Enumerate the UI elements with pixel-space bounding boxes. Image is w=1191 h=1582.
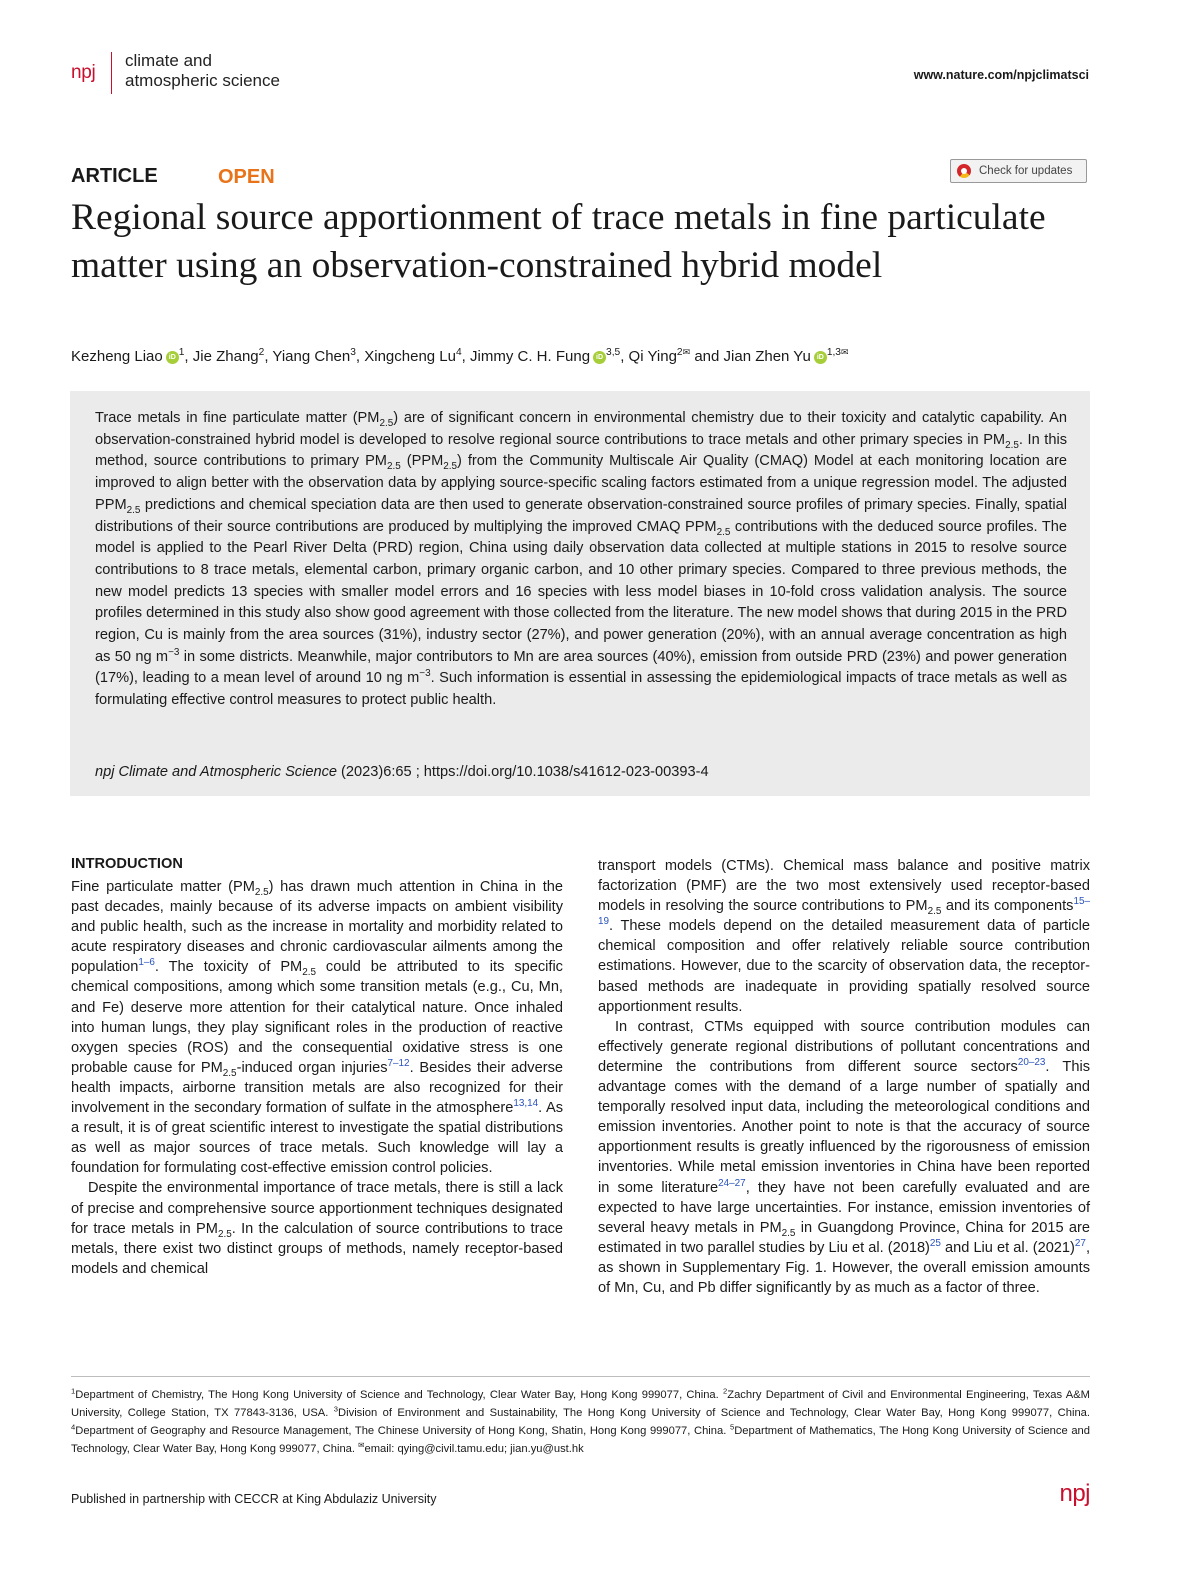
abstract-text: Trace metals in fine particulate matter $(PM_{2.5})$ are of significant concern in environmental chemistry due to their toxicity and catalytic capability. An observation-constrained hybrid model is developed to resolve regional source contributions to trace metals and other primary species in $PM_{2.5}$. In this method, source contributions to primary $PM_{2.5}$ $(PPM_{2.5})$ from the Community Multiscale Air Quality (CMAQ) Model at each monitoring location are improved to align better with the observation data by applying source-specific scaling factors estimated from a unique regression model. The adjusted $PPM_{2.5}$ predictions and chemical speciation data are then used to generate observation-constrained source profiles of primary species. Finally, spatial distributions of their source contributions are produced by multiplying the improved CMAQ $PPM_{2.5}$ contributions with the deduced source profiles. The model is applied to the Pearl River Delta (PRD) region, China using daily observation data collected at multiple stations in 2015 to resolve source contributions to 8 trace metals, elemental carbon, primary organic carbon, and 10 other primary species. Compared to three previous methods, the new model predicts 13 species with smaller model errors and 16 species with less model biases in 10-fold cross validation analysis. The source profiles determined in this study also show good agreement with those collected from the literature. The new model shows that during 2015 in the PRD region, Cu is mainly from the area sources (31%), industry sector (27%), and power generation (20%), with an annual average concentration as high as 50 ng $m^{-3}$ in some districts. Meanwhile, major contributors to Mn are area sources (40%), emission from outside PRD (23%) and power generation (17%), leading to a mean level of around 10 ng $m^{-3}$. Such information is essential in assessing the epidemiological impacts of trace metals as well as formulating effective control measures to protect public health. [95, 410, 1067, 709]
article-type-label: ARTICLE [71, 165, 158, 187]
author-affiliation: 3,5 [606, 347, 621, 358]
affiliations: $^1$Department of Chemistry, The Hong Kong University of Science and Technology, Clear Water Bay, Hong Kong 999077, China. $^2$Zachry Department of Civil and Environmental Engineering, Texas A&M University, College Station, TX 77843-3136, USA. $^3$Division of Environment and Sustainability, The Hong Kong University of Science and Technology, Clear Water Bay, Hong Kong 999077, China. $^4$Department of Geography and Resource Management, The Chinese University of Hong Kong, Shatin, Hong Kong 999077, China. $^5$Department of Mathematics, The Hong Kong University of Science and Technology, Clear Water Bay, Hong Kong 999077, China. ✉email: qying@civil.tamu.edu; jian.yu@ust.hk [71, 1386, 1091, 1455]
author-affiliation: 3 [350, 347, 356, 358]
site-url-link[interactable]: www.nature.com/npjclimatsci [913, 68, 1089, 82]
check-for-updates-button[interactable] [950, 159, 1087, 183]
envelope-icon: ✉ [358, 1440, 365, 1450]
reference-link[interactable]: 7–12 [387, 1057, 410, 1069]
author-name[interactable]: Jie Zhang [192, 348, 259, 365]
body-right-column [598, 856, 1090, 1298]
author-name[interactable]: Jimmy C. H. Fung [470, 348, 591, 365]
reference-link[interactable]: 24–27 [718, 1177, 746, 1189]
paragraph: In contrast, CTMs equipped with source contribution modules can effectively generate regional distributions of pollutant concentrations and determine the contributions from different source sectors$^{20-23}$. This advantage comes with the demand of a large number of spatially and temporally resolved input data, including the meteorological conditions and emission inventories. Another point to note is that the accuracy of source apportionment results is greatly influenced by the rigorousness of emission inventories. While metal emission inventories in China have been reported in some literature$^{24-27}$, they have not been carefully evaluated and are expected to have large uncertainties. For instance, emission inventories of several heavy metals in $PM_{2.5}$ in Guangdong Province, China for 2015 are estimated in two parallel studies by Liu et al. $(2018)^{25}$ and Liu et al. $(2021)^{27}$, as shown in Supplementary Fig. 1. However, the overall emission amounts of Mn, Cu, and Pb differ significantly by as much as a factor of three. [598, 1018, 1090, 1296]
crossmark-icon [957, 164, 971, 178]
envelope-icon[interactable]: ✉ [840, 347, 849, 357]
author-affiliation: 2 [258, 347, 265, 358]
article-title: Regional source apportionment of trace metals in fine particulate matter using an observation-constrained hybrid model [71, 197, 1046, 286]
author-name[interactable]: Qi Ying [628, 348, 677, 365]
open-access-label: OPEN [218, 166, 275, 188]
author-list: Kezheng Liao iD $^1$, Jie Zhang$^2$, Yiang Chen$^3$, Xingcheng Lu$^4$, Jimmy C. H. Fung iD $^{3,5}$, Qi Ying$^{2✉}$ and Jian Zhen Yu iD $^{1,3✉}$ [71, 347, 849, 365]
author-name[interactable]: Jian Zhen Yu [723, 348, 811, 365]
citation [95, 764, 709, 780]
author-name[interactable]: Xingcheng Lu [364, 348, 456, 365]
reference-link[interactable]: 20–23 [1017, 1057, 1046, 1069]
reference-link[interactable]: 27 [1074, 1237, 1086, 1249]
reference-link[interactable]: 25 [929, 1237, 941, 1249]
journal-name-line1: climate and [125, 51, 212, 70]
orcid-icon[interactable]: iD [814, 351, 827, 364]
affiliation-divider [71, 1376, 1090, 1377]
citation-doi[interactable]: (2023)6:65 ; https://doi.org/10.1038/s41612-023-00393-4 [337, 764, 709, 780]
reference-link[interactable]: 13,14 [513, 1098, 539, 1110]
journal-name[interactable] [125, 51, 280, 91]
contact-email[interactable]: email: qying@civil.tamu.edu; jian.yu@ust.hk [364, 1443, 584, 1455]
body-left-column [71, 856, 563, 1279]
orcid-icon[interactable]: iD [593, 351, 606, 364]
author-name[interactable]: Yiang Chen [272, 348, 351, 365]
journal-name-line2: atmospheric science [125, 71, 280, 90]
paragraph: Fine particulate matter $(PM_{2.5})$ has drawn much attention in China in the past decades, mainly because of its adverse impacts on ambient visibility and public health, such as the increase in mortality and morbidity related to acute respiratory diseases and chronic cardiovascular ailments among the population$^{1-6}$. The toxicity of $PM_{2.5}$ could be attributed to its specific chemical compositions, among which some transition metals (e.g., Cu, Mn, and Fe) deserve more attention for their catalytical nature. Once inhaled into human lungs, they play significant roles in the production of reactive oxygen species (ROS) and the consequential oxidative stress is one probable cause for $PM_{2.5}$-induced organ injuries$^{7-12}$. Besides their adverse health impacts, airborne transition metals are also recognized for their involvement in the secondary formation of sulfate in the atmosphere$^{13,14}$. As a result, it is of great scientific interest to investigate the spatial distributions as well as major sources of trace metals. Such knowledge will lay a foundation for formulating cost-effective emission control policies. [71, 879, 563, 1177]
author-name[interactable]: Kezheng Liao [71, 348, 163, 365]
npj-footer-logo: npj [1059, 1480, 1090, 1507]
reference-link[interactable]: 15–19 [598, 896, 1090, 928]
paragraph: transport models (CTMs). Chemical mass balance and positive matrix factorization (PMF) are the two most extensively used receptor-based models in resolving the source contributions to $PM_{2.5}$ and its components$^{15-19}$. These models depend on the detailed measurement data of particle chemical composition and offer relatively reliable source contribution estimations. However, due to the scarcity of observation data, the receptor-based methods are inadequate in providing spatially resolved source apportionment results. [598, 858, 1090, 1015]
authors-and: and [694, 348, 720, 365]
paragraph: Despite the environmental importance of trace metals, there is still a lack of precise and comprehensive source apportionment techniques designated for trace metals in $PM_{2.5}$. In the calculation of source contributions to trace metals, there exist two distinct groups of methods, namely receptor-based models and chemical [71, 1180, 563, 1277]
author-affiliation: 2 [676, 347, 683, 358]
author-affiliation: 1 [178, 347, 185, 358]
envelope-icon[interactable]: ✉ [682, 347, 691, 357]
orcid-icon[interactable]: iD [166, 351, 179, 364]
reference-link[interactable]: 1–6 [138, 957, 155, 969]
author-affiliation: 1,3 [826, 347, 841, 358]
check-for-updates-label: Check for updates [979, 165, 1073, 177]
footer-partnership-text: Published in partnership with CECCR at King Abdulaziz University [71, 1492, 437, 1506]
npj-logo[interactable]: npj [71, 62, 96, 83]
author-affiliation: 4 [456, 347, 462, 358]
section-heading-introduction: INTRODUCTION [71, 856, 183, 872]
citation-journal: npj Climate and Atmospheric Science [95, 764, 337, 780]
logo-divider [111, 52, 112, 94]
